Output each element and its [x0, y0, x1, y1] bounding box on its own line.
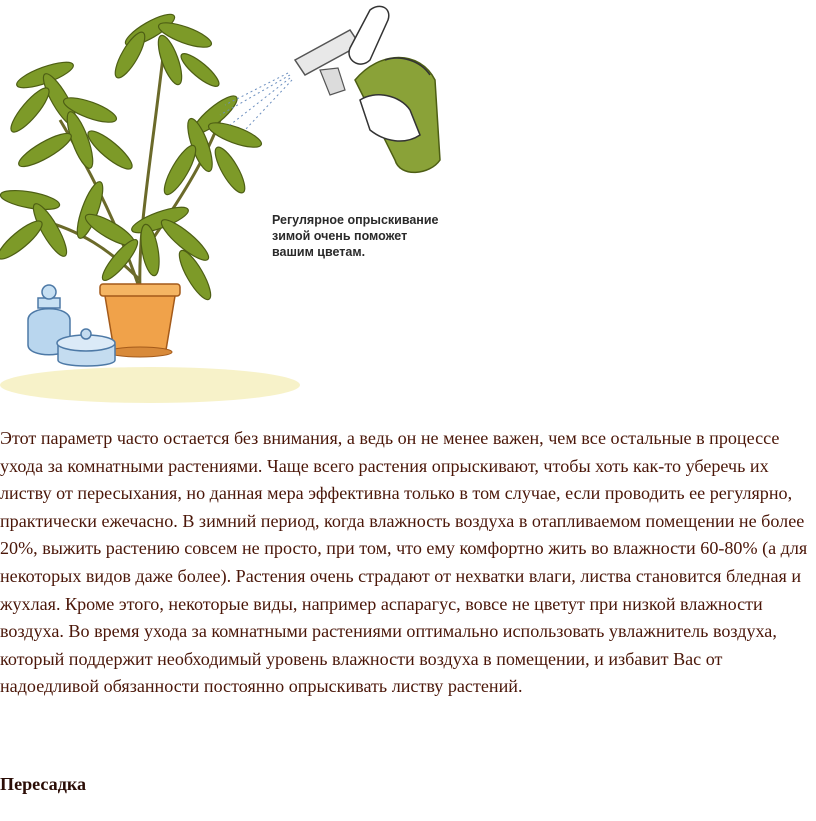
section-heading: Пересадка [0, 774, 87, 794]
article-paragraph: Этот параметр часто остается без внимания, а ведь он не менее важен, чем все остальные в процессе ухода за комнатными растениями. Чаще всего растения опрыскивают, чтобы хоть как-то уберечь их листву от пересыхания, но данная мера эффективна только в том случае, если проводить ее регулярно, практически ежечасно. В зимний период, когда влажность воздуха в отапливаемом помещении не более 20%, выжить растению совсем не просто, при том, что ему комфортно жить во влажности 60-80% (а для некоторых видов даже более). Растения очень страдают от нехватки влаги, листва становится бледная и жухлая. Кроме этого, некоторые виды, например аспарагус, вовсе не цветут при низкой влажности воздуха. Во время ухода за комнатными растениями оптимально использовать увлажнитель воздуха, который поддержит необходимый уровень влажности воздуха в помещении, и избавит Вас от надоедливой обязанности постоянно опрыскивать листву растений. [0, 428, 808, 697]
plant-spraying-drawing [0, 0, 460, 410]
illustration-caption: Регулярное опрыскивание зимой очень поможет вашим цветам. [272, 213, 439, 259]
plant-spraying-illustration [0, 0, 460, 410]
